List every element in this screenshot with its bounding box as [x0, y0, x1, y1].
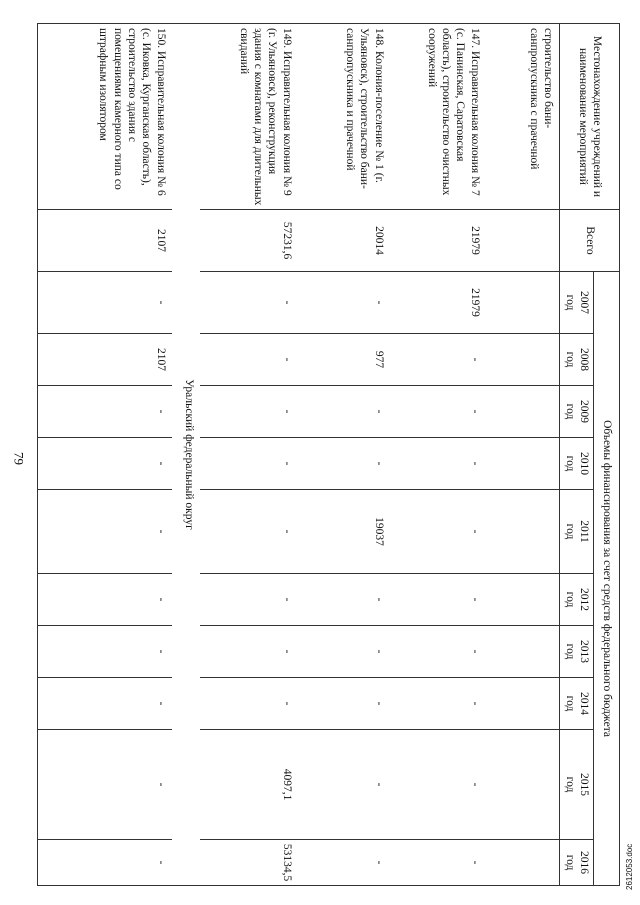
header-name: Местонахождение учреждений и наименование мероприятий — [560, 24, 620, 210]
row-value: - — [298, 730, 390, 840]
row-value — [486, 840, 560, 886]
row-name: 149. Исправительная колония № 9 (г. Ульяновск), реконструкция здания с комнатами для длительных свиданий — [200, 24, 298, 210]
row-value: - — [298, 574, 390, 626]
row-value: - — [200, 574, 298, 626]
header-year: 2009 год — [560, 386, 594, 438]
row-value: - — [38, 574, 172, 626]
row-value: - — [298, 438, 390, 490]
row-value: - — [38, 490, 172, 574]
header-year: 2014 год — [560, 678, 594, 730]
table-row — [298, 24, 390, 886]
row-name: 150. Исправительная колония № 6 (с. Иковка, Курганская область), строительство здания с помещениями камерного типа со штрафным изолятором — [38, 24, 172, 210]
row-total: 21979 — [390, 210, 486, 272]
table-body — [38, 24, 560, 886]
row-value — [486, 438, 560, 490]
table-row — [38, 24, 172, 886]
table-row — [390, 24, 486, 886]
header-year: 2008 год — [560, 334, 594, 386]
header-year: 2007 год — [560, 272, 594, 334]
header-group: Объемы финансирования за счет средств федерального бюджета — [594, 272, 620, 886]
row-value: - — [298, 840, 390, 886]
row-total — [486, 210, 560, 272]
row-value: 977 — [298, 334, 390, 386]
row-value: - — [298, 386, 390, 438]
row-value: - — [390, 678, 486, 730]
financing-table — [37, 23, 620, 886]
row-name: строительство бани-санпропускника с прачечной — [486, 24, 560, 210]
row-value — [486, 490, 560, 574]
row-value: - — [38, 626, 172, 678]
row-value — [486, 272, 560, 334]
row-value — [486, 730, 560, 840]
row-value — [486, 678, 560, 730]
row-total: 57231,6 — [200, 210, 298, 272]
row-name: 147. Исправительная колония № 7 (с. Панинская, Саратовская область), строительство очистных сооружений — [390, 24, 486, 210]
row-value: - — [390, 840, 486, 886]
header-year: 2015 год — [560, 730, 594, 840]
row-value: - — [200, 386, 298, 438]
page-number: 79 — [11, 452, 27, 465]
row-value: - — [38, 730, 172, 840]
row-value: - — [390, 626, 486, 678]
row-value: 21979 — [390, 272, 486, 334]
row-value: 19037 — [298, 490, 390, 574]
file-footer: 2612053.doc — [625, 843, 634, 890]
row-value — [486, 386, 560, 438]
row-value: 2107 — [38, 334, 172, 386]
row-total: 2107 — [38, 210, 172, 272]
row-value: - — [390, 438, 486, 490]
row-value: - — [390, 334, 486, 386]
row-name: 148. Колония-поселение № 1 (г. Ульяновск), строительство бани-санпропускника и прачечной — [298, 24, 390, 210]
row-value: - — [38, 840, 172, 886]
table-row — [486, 24, 560, 886]
header-total: Всего — [560, 210, 620, 272]
row-value: - — [200, 626, 298, 678]
row-value: - — [38, 272, 172, 334]
row-value: - — [390, 574, 486, 626]
row-value: - — [38, 438, 172, 490]
header-year: 2016 год — [560, 840, 594, 886]
row-value: - — [200, 490, 298, 574]
header-year: 2012 год — [560, 574, 594, 626]
rotated-table-page — [50, 23, 620, 885]
row-value: 53134,5 — [200, 840, 298, 886]
row-value — [486, 626, 560, 678]
row-value: - — [200, 438, 298, 490]
row-value: - — [38, 386, 172, 438]
header-year: 2013 год — [560, 626, 594, 678]
row-value: - — [38, 678, 172, 730]
row-value: - — [200, 678, 298, 730]
row-value: - — [390, 730, 486, 840]
district-label: Уральский федеральный округ — [172, 24, 200, 886]
row-value: - — [298, 626, 390, 678]
row-value — [486, 574, 560, 626]
row-value: - — [390, 490, 486, 574]
header-year: 2011 год — [560, 490, 594, 574]
row-value: - — [298, 272, 390, 334]
header-year: 2010 год — [560, 438, 594, 490]
row-value: - — [298, 678, 390, 730]
table-row — [200, 24, 298, 886]
district-row — [172, 24, 200, 886]
row-value: 4097,1 — [200, 730, 298, 840]
row-total: 20014 — [298, 210, 390, 272]
row-value: - — [200, 334, 298, 386]
row-value: - — [390, 386, 486, 438]
row-value — [486, 334, 560, 386]
row-value: - — [200, 272, 298, 334]
